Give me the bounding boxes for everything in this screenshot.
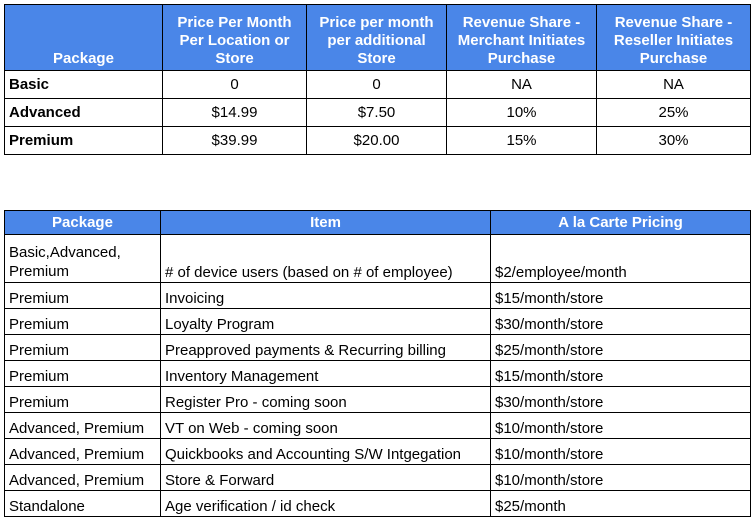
- package-cell: Premium: [5, 387, 161, 413]
- price-additional-store: $7.50: [307, 99, 447, 127]
- package-cell: Premium: [5, 283, 161, 309]
- revshare-merchant: 15%: [447, 127, 597, 155]
- package-name: Basic: [5, 71, 163, 99]
- pricing-header-price-per-location: Price Per Month Per Location or Store: [163, 5, 307, 71]
- price-additional-store: 0: [307, 71, 447, 99]
- item-cell: Quickbooks and Accounting S/W Intgegation: [161, 439, 491, 465]
- package-cell: Premium: [5, 309, 161, 335]
- item-cell: Loyalty Program: [161, 309, 491, 335]
- table-row: [5, 309, 751, 335]
- table-row: [5, 439, 751, 465]
- pricing-table: [4, 4, 751, 155]
- pricing-cell: $25/month: [491, 491, 751, 517]
- table-row: [5, 127, 751, 155]
- pricing-cell: $15/month/store: [491, 361, 751, 387]
- revshare-reseller: 30%: [597, 127, 751, 155]
- pricing-cell: $15/month/store: [491, 283, 751, 309]
- package-name: Premium: [5, 127, 163, 155]
- package-name: Advanced: [5, 99, 163, 127]
- table-row: [5, 335, 751, 361]
- alacarte-table: [4, 210, 751, 517]
- pricing-header-revshare-reseller: Revenue Share - Reseller Initiates Purchase: [597, 5, 751, 71]
- item-cell: Invoicing: [161, 283, 491, 309]
- item-cell: VT on Web - coming soon: [161, 413, 491, 439]
- alacarte-header-item: Item: [161, 211, 491, 235]
- pricing-cell: $30/month/store: [491, 387, 751, 413]
- item-cell: Inventory Management: [161, 361, 491, 387]
- item-cell: Store & Forward: [161, 465, 491, 491]
- package-cell: Advanced, Premium: [5, 413, 161, 439]
- table-row: [5, 283, 751, 309]
- package-cell: Premium: [5, 361, 161, 387]
- item-cell: Age verification / id check: [161, 491, 491, 517]
- table-row: [5, 491, 751, 517]
- table-row: [5, 361, 751, 387]
- package-cell: Basic,Advanced, Premium: [5, 235, 161, 283]
- pricing-cell: $2/employee/month: [491, 235, 751, 283]
- revshare-reseller: 25%: [597, 99, 751, 127]
- item-cell: Register Pro - coming soon: [161, 387, 491, 413]
- pricing-header-revshare-merchant: Revenue Share - Merchant Initiates Purchase: [447, 5, 597, 71]
- pricing-header-price-additional-store: Price per month per additional Store: [307, 5, 447, 71]
- item-cell: # of device users (based on # of employee): [161, 235, 491, 283]
- pricing-cell: $30/month/store: [491, 309, 751, 335]
- table-row: [5, 99, 751, 127]
- package-cell: Premium: [5, 335, 161, 361]
- table-row: [5, 465, 751, 491]
- table-row: [5, 71, 751, 99]
- table-row: [5, 235, 751, 283]
- revshare-merchant: NA: [447, 71, 597, 99]
- pricing-cell: $10/month/store: [491, 465, 751, 491]
- pricing-cell: $10/month/store: [491, 413, 751, 439]
- price-per-location: $39.99: [163, 127, 307, 155]
- package-cell: Advanced, Premium: [5, 465, 161, 491]
- package-cell: Standalone: [5, 491, 161, 517]
- package-cell: Advanced, Premium: [5, 439, 161, 465]
- price-per-location: $14.99: [163, 99, 307, 127]
- alacarte-header-row: [5, 211, 751, 235]
- pricing-header-package: Package: [5, 5, 163, 71]
- alacarte-header-pricing: A la Carte Pricing: [491, 211, 751, 235]
- pricing-cell: $25/month/store: [491, 335, 751, 361]
- item-cell: Preapproved payments & Recurring billing: [161, 335, 491, 361]
- table-row: [5, 413, 751, 439]
- revshare-merchant: 10%: [447, 99, 597, 127]
- pricing-header-row: [5, 5, 751, 71]
- pricing-cell: $10/month/store: [491, 439, 751, 465]
- alacarte-header-package: Package: [5, 211, 161, 235]
- price-additional-store: $20.00: [307, 127, 447, 155]
- revshare-reseller: NA: [597, 71, 751, 99]
- price-per-location: 0: [163, 71, 307, 99]
- table-row: [5, 387, 751, 413]
